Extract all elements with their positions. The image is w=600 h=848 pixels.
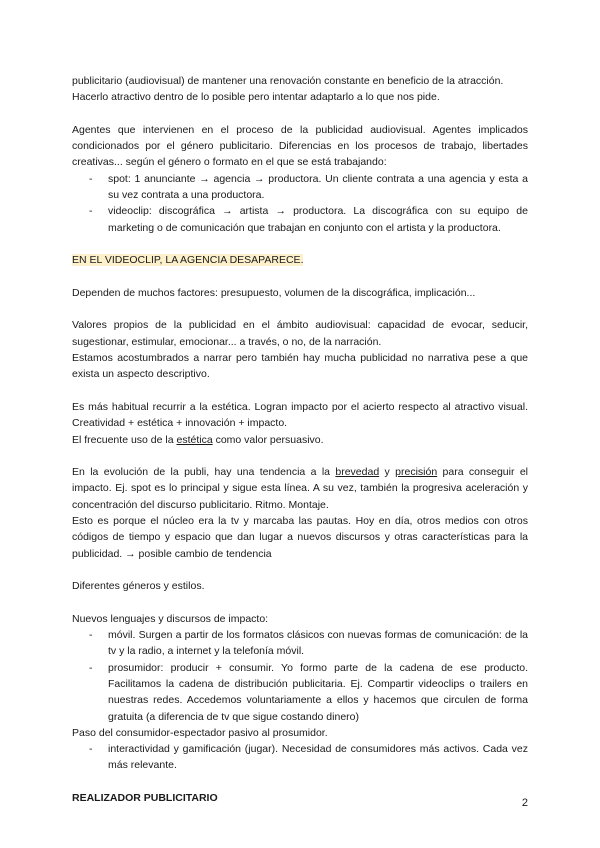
paragraph: Estamos acostumbrados a narrar pero también hay mucha publicidad no narrativa pese a que exista un aspecto descriptivo. bbox=[72, 352, 528, 381]
underlined-term: brevedad bbox=[335, 466, 380, 479]
list-item: - videoclip: discográfica → artista → productora. La discográfica con su equipo de marketing o de comunicación que trabajan en conjunto con el artista y la productora. bbox=[72, 203, 528, 236]
paragraph: Agentes que intervienen en el proceso de la publicidad audiovisual. Agentes implicados condicionados por el género publicitario. Diferencias en los procesos de trabajo, libertades creativas... según el género o formato en el que se está trabajando: bbox=[72, 123, 528, 169]
list-item: - spot: 1 anunciante → agencia → productora. Un cliente contrata a una agencia y esta a su vez contrata a una productora. bbox=[72, 171, 528, 204]
agents-list bbox=[72, 171, 528, 236]
paragraph: Dependen de muchos factores: presupuesto, volumen de la discográfica, implicación... bbox=[72, 286, 476, 299]
page-number: 2 bbox=[521, 797, 528, 809]
paragraph: Diferentes géneros y estilos. bbox=[72, 580, 205, 593]
paragraph: El frecuente uso de la estética como valor persuasivo. bbox=[72, 433, 324, 446]
paragraph: Nuevos lenguajes y discursos de impacto: bbox=[72, 612, 269, 625]
paragraph: Valores propios de la publicidad en el ámbito audiovisual: capacidad de evocar, seducir, sugestionar, estimular, emocionar... a través, o no, de la narración. bbox=[72, 319, 528, 348]
list-item: - interactividad y gamificación (jugar). Necesidad de consumidores más activos. Cada vez más relevante. bbox=[72, 741, 528, 774]
page-body bbox=[72, 73, 528, 806]
paragraph: Paso del consumidor-espectador pasivo al prosumidor. bbox=[72, 726, 328, 739]
list-item: - móvil. Surgen a partir de los formatos clásicos con nuevas formas de comunicación: de la tv y la radio, a internet y la telefonía móvil. bbox=[72, 627, 528, 660]
paragraph: Es más habitual recurrir a la estética. Logran impacto por el acierto respecto al atractivo visual. Creatividad + estética + innovación + impacto. bbox=[72, 400, 528, 430]
paragraph: Esto es porque el núcleo era la tv y marcaba las pautas. Hoy en día, otros medios con otros códigos de tiempo y espacio que dan lugar a nuevos discursos y otras características para la publicidad. → posible cambio de tendencia bbox=[72, 515, 528, 560]
paragraph: Hacerlo atractivo dentro de lo posible pero intentar adaptarlo a lo que nos pide. bbox=[72, 91, 440, 104]
paragraph: publicitario (audiovisual) de mantener una renovación constante en beneficio de la atracción. bbox=[72, 75, 504, 87]
paragraph: En la evolución de la publi, hay una tendencia a la brevedad y precisión para conseguir el impacto. Ej. spot es lo principal y sigue esta línea. A su vez, también la progresiva aceleración y concentración del discurso publicitario. Ritmo. Montaje. bbox=[72, 466, 529, 511]
section-heading: REALIZADOR PUBLICITARIO bbox=[72, 792, 218, 805]
new-languages-list bbox=[72, 627, 528, 725]
interactivity-list bbox=[72, 741, 528, 774]
list-item: - prosumidor: producir + consumir. Yo formo parte de la cadena de ese producto. Facilitamos la cadena de distribución publicitaria. Ej. Compartir videoclips o trailers en nuestras redes. Accedemos voluntariamente a ellos y hacemos que circulen de forma gratuita (a diferencia de tv que sigue costando dinero) bbox=[72, 660, 528, 725]
underlined-term: precisión bbox=[395, 466, 438, 479]
underlined-term: estética bbox=[176, 433, 213, 446]
highlighted-statement: EN EL VIDEOCLIP, LA AGENCIA DESAPARECE. bbox=[72, 254, 304, 267]
